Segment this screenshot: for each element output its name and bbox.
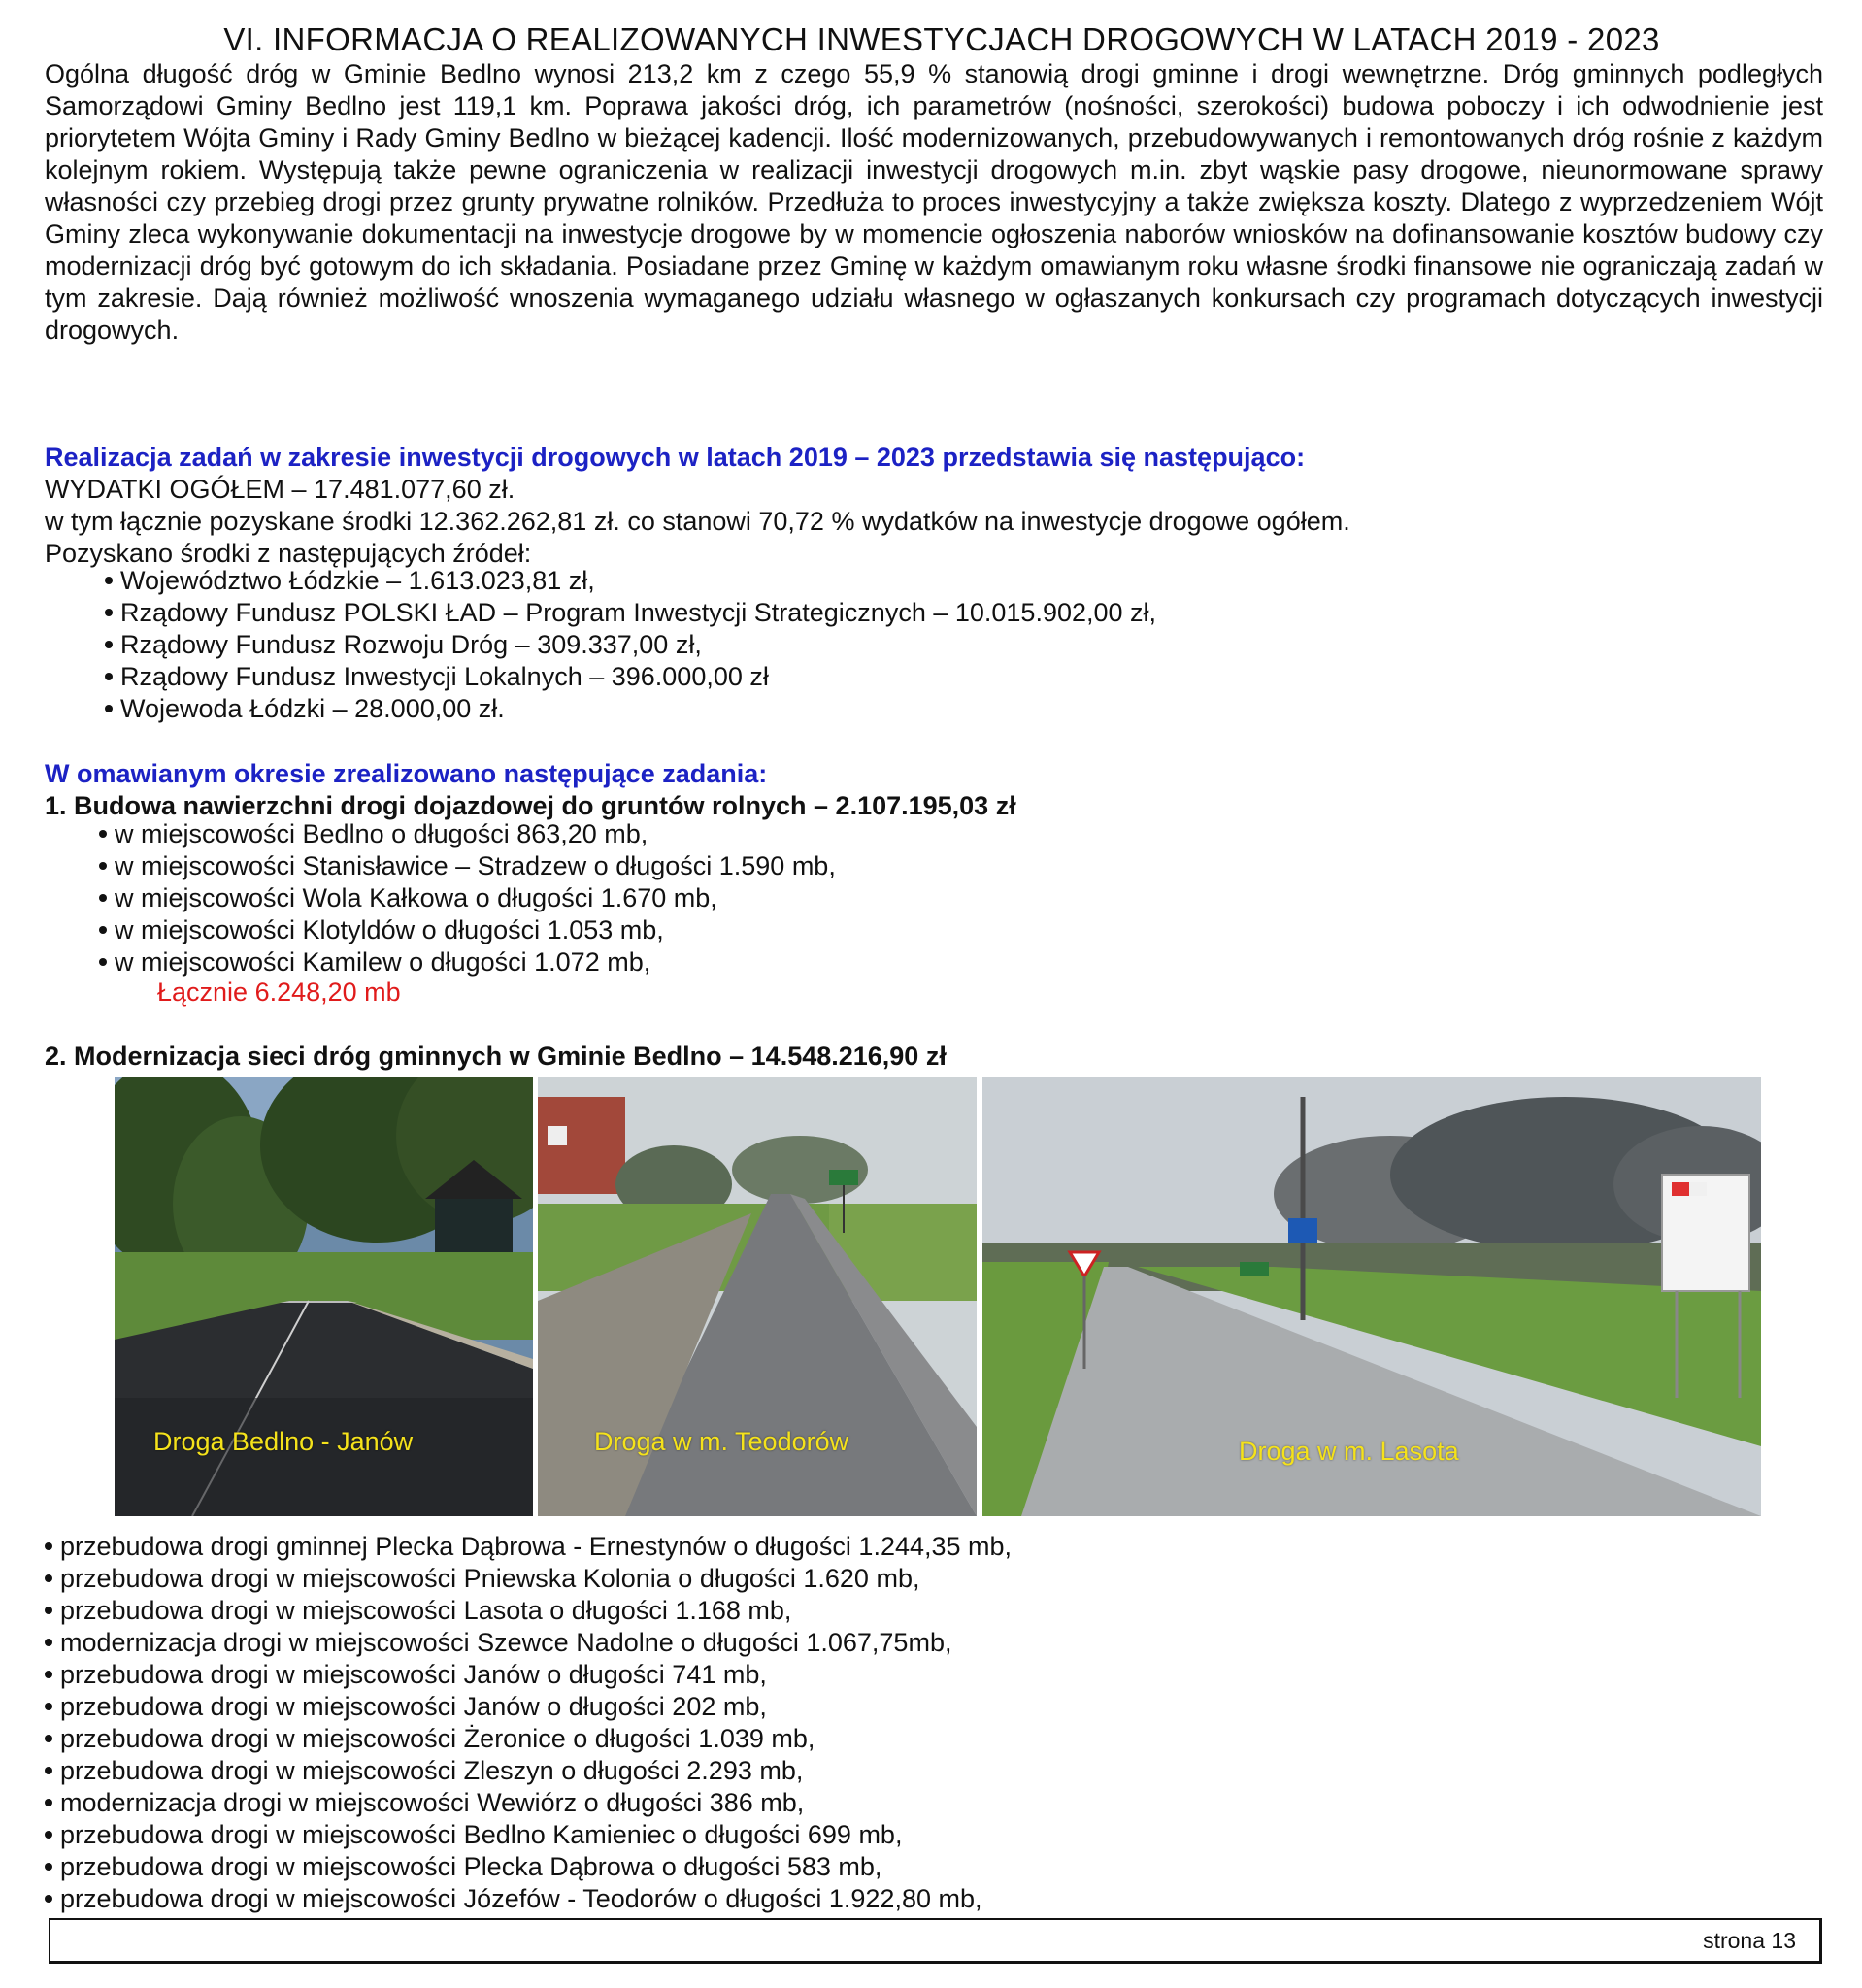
zadania-heading: W omawianym okresie zrealizowano następujące zadania:: [45, 759, 768, 788]
bullet-icon: [99, 830, 107, 838]
bullet-icon: [105, 673, 113, 680]
list-item: modernizacja drogi w miejscowości Szewce Nadolne o długości 1.067,75mb,: [45, 1627, 1012, 1659]
bullet-icon: [45, 1799, 52, 1806]
list-item: przebudowa drogi w miejscowości Zleszyn o długości 2.293 mb,: [45, 1755, 1012, 1787]
realizacja-heading: Realizacja zadań w zakresie inwestycji drogowych w latach 2019 – 2023 przedstawia się następująco:: [45, 443, 1306, 472]
task1-title: 1. Budowa nawierzchni drogi dojazdowej do gruntów rolnych – 2.107.195,03 zł: [45, 791, 1016, 820]
list-item: przebudowa drogi gminnej Plecka Dąbrowa - Ernestynów o długości 1.244,35 mb,: [45, 1531, 1012, 1563]
task1-total: Łącznie 6.248,20 mb: [157, 977, 401, 1007]
bullet-icon: [105, 577, 113, 584]
bullet-icon: [99, 862, 107, 870]
list-item: przebudowa drogi w miejscowości Józefów - Teodorów o długości 1.922,80 mb,: [45, 1883, 1012, 1915]
bullet-icon: [45, 1639, 52, 1646]
bullet-icon: [45, 1671, 52, 1678]
task1-list: [99, 818, 836, 978]
bullet-icon: [99, 894, 107, 902]
bullet-icon: [45, 1863, 52, 1871]
list-item: Rządowy Fundusz Rozwoju Dróg – 309.337,00 zł,: [105, 629, 1156, 661]
bullet-icon: [45, 1607, 52, 1614]
bullet-icon: [45, 1767, 52, 1774]
zrodla-label: Pozyskano środki z następujących źródeł:: [45, 539, 532, 568]
intro-text: Ogólna długość dróg w Gminie Bedlno wynosi 213,2 km z czego 55,9 % stanowią drogi gminne i drogi wewnętrzne. Dróg gminnych podległych Samorządowi Gminy Bedlno jest 119,1 km. Poprawa jakości dróg, ich parametrów (nośności, szerokości) budowa poboczy i ich odwodnienie jest priorytetem Wójta Gminy i Rady Gminy Bedlno w bieżącej kadencji. Ilość modernizowanych, przebudowywanych i remontowanych dróg rośnie z każdym kolejnym rokiem. Występują także pewne ograniczenia w realizacji inwestycji drogowych m.in. zbyt wąskie pasy drogowe, nieunormowane sprawy własności czy przebieg drogi przez grunty prywatne rolników. Przedłuża to proces inwestycyjny a także zwiększa koszty. Dlatego z wyprzedzeniem Wójt Gminy zleca wykonywanie dokumentacji na inwestycje drogowe by w momencie ogłoszenia naborów wniosków na dofinansowanie kosztów budowy czy modernizacji dróg być gotowym do ich składania. Posiadane przez Gminę w każdym omawianym roku własne środki finansowe nie ograniczają zadań w tym zakresie. Dają również możliwość wnoszenia wymaganego udziału własnego w ogłaszanych konkursach czy programach dotyczących inwestycji drogowych.: [45, 59, 1823, 345]
task2-list: [45, 1531, 1012, 1915]
list-item: w miejscowości Wola Kałkowa o długości 1.670 mb,: [99, 882, 836, 914]
list-item: w miejscowości Bedlno o długości 863,20 mb,: [99, 818, 836, 850]
bullet-icon: [45, 1895, 52, 1903]
task2-title: 2. Modernizacja sieci dróg gminnych w Gminie Bedlno – 14.548.216,90 zł: [45, 1042, 947, 1071]
bullet-icon: [99, 958, 107, 966]
list-item: przebudowa drogi w miejscowości Bedlno Kamieniec o długości 699 mb,: [45, 1819, 1012, 1851]
list-item: w miejscowości Stanisławice – Stradzew o długości 1.590 mb,: [99, 850, 836, 882]
bullet-icon: [45, 1574, 52, 1582]
list-item: w miejscowości Klotyldów o długości 1.053 mb,: [99, 914, 836, 946]
bullet-icon: [105, 705, 113, 712]
list-item: Województwo Łódzkie – 1.613.023,81 zł,: [105, 565, 1156, 597]
bullet-icon: [105, 609, 113, 616]
list-item: Wojewoda Łódzki – 28.000,00 zł.: [105, 693, 1156, 725]
list-item: przebudowa drogi w miejscowości Janów o długości 741 mb,: [45, 1659, 1012, 1691]
photo-caption: Droga w m. Lasota: [1239, 1437, 1459, 1466]
bullet-icon: [45, 1703, 52, 1710]
footer-box: [49, 1918, 1822, 1964]
bullet-icon: [45, 1735, 52, 1742]
list-item: modernizacja drogi w miejscowości Wewiórz o długości 386 mb,: [45, 1787, 1012, 1819]
list-item: Rządowy Fundusz POLSKI ŁAD – Program Inwestycji Strategicznych – 10.015.902,00 zł,: [105, 597, 1156, 629]
bullet-icon: [105, 641, 113, 648]
list-item: przebudowa drogi w miejscowości Żeronice o długości 1.039 mb,: [45, 1723, 1012, 1755]
list-item: przebudowa drogi w miejscowości Lasota o długości 1.168 mb,: [45, 1595, 1012, 1627]
zrodla-list: [105, 565, 1156, 725]
list-item: Rządowy Fundusz Inwestycji Lokalnych – 396.000,00 zł: [105, 661, 1156, 693]
pozyskane-line: w tym łącznie pozyskane środki 12.362.262,81 zł. co stanowi 70,72 % wydatków na inwestycje drogowe ogółem.: [45, 507, 1350, 536]
list-item: przebudowa drogi w miejscowości Pniewska Kolonia o długości 1.620 mb,: [45, 1563, 1012, 1595]
bullet-icon: [45, 1831, 52, 1839]
list-item: w miejscowości Kamilew o długości 1.072 mb,: [99, 946, 836, 978]
page-number: strona 13: [1703, 1928, 1796, 1953]
photo-caption: Droga w m. Teodorów: [594, 1427, 849, 1456]
intro-paragraph: [45, 58, 1823, 347]
wydatki-line: WYDATKI OGÓŁEM – 17.481.077,60 zł.: [45, 475, 515, 504]
bullet-icon: [45, 1542, 52, 1550]
bullet-icon: [99, 926, 107, 934]
photo-caption: Droga Bedlno - Janów: [153, 1427, 414, 1456]
list-item: przebudowa drogi w miejscowości Plecka Dąbrowa o długości 583 mb,: [45, 1851, 1012, 1883]
list-item: przebudowa drogi w miejscowości Janów o długości 202 mb,: [45, 1691, 1012, 1723]
section-title: VI. INFORMACJA O REALIZOWANYCH INWESTYCJACH DROGOWYCH W LATACH 2019 - 2023: [223, 21, 1660, 57]
